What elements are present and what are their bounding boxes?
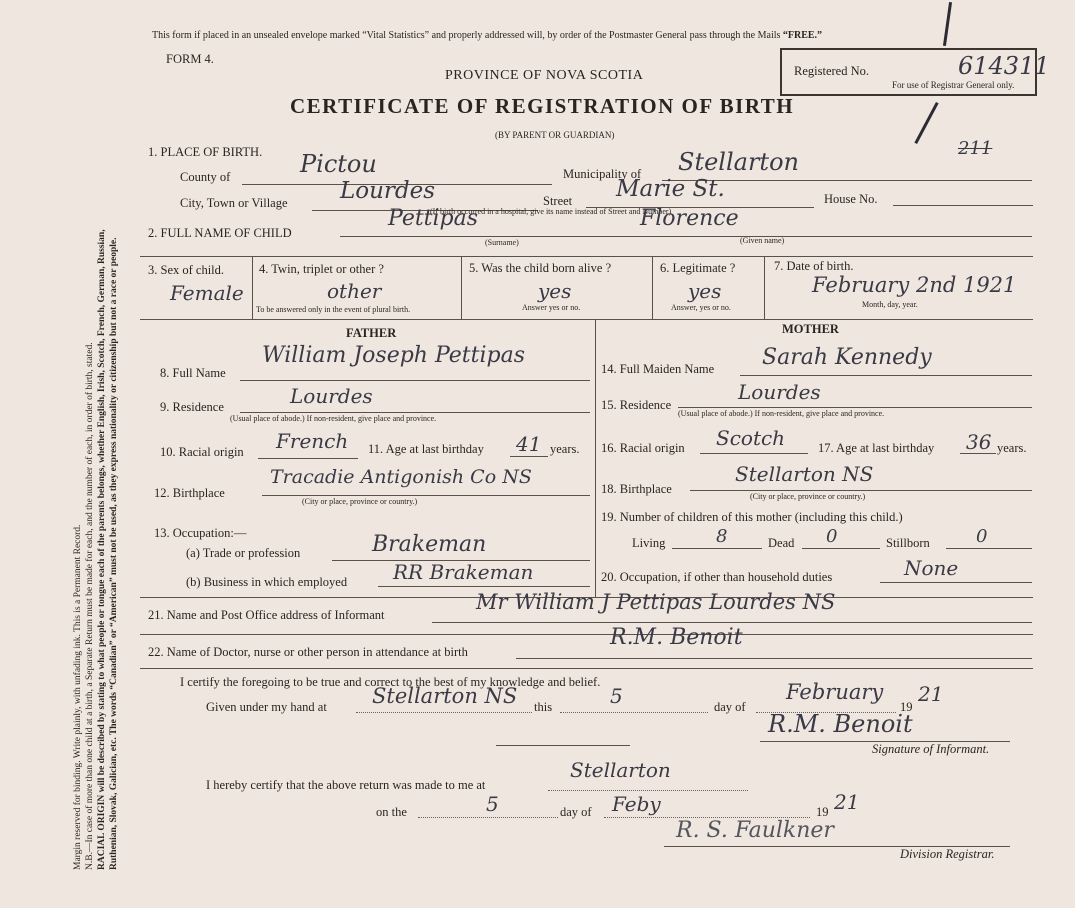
- stillborn-label: Stillborn: [886, 536, 930, 550]
- sex-value: Female: [170, 281, 244, 305]
- county-value: Pictou: [300, 150, 377, 178]
- informant-signature-label: Signature of Informant.: [872, 742, 990, 756]
- municipality-label: Municipality of: [563, 167, 642, 181]
- alive-label: 5. Was the child born alive ?: [469, 261, 612, 275]
- certificate-subtitle: (BY PARENT OR GUARDIAN): [495, 130, 615, 140]
- mother-age-years: years.: [997, 441, 1027, 455]
- given-year-prefix: 19: [900, 700, 913, 714]
- registered-number: 614311: [958, 52, 1050, 80]
- registrar-day: 5: [486, 792, 499, 816]
- side-line-4: Ruthenian, Slovak, Galician, etc. The words “Canadian” or “American” must not be used, as they express nationality or citizenship but not a race or people.: [109, 237, 119, 870]
- father-occupation-label: 13. Occupation:—: [154, 526, 247, 540]
- mother-occupation: None: [904, 556, 959, 580]
- living-label: Living: [632, 536, 666, 550]
- mother-name: Sarah Kennedy: [762, 345, 932, 370]
- dead-count: 0: [826, 526, 838, 547]
- father-heading: FATHER: [346, 326, 397, 340]
- mother-birthplace: Stellarton NS: [735, 462, 874, 486]
- given-year: 21: [918, 682, 944, 706]
- registered-number-box: [780, 48, 1050, 96]
- doctor-label: 22. Name of Doctor, nurse or other person in attendance at birth: [148, 645, 468, 659]
- mother-origin-label: 16. Racial origin: [601, 441, 685, 455]
- street-value: Marie St.: [616, 176, 725, 202]
- given-under-label: Given under my hand at: [206, 700, 327, 714]
- registrar-on-label: on the: [376, 805, 407, 819]
- side-line-2: N.B.—In case of more than one child at a birth, a Separate Return must be made for each, and the number of each, in order of birth, stated.: [85, 342, 95, 870]
- given-day-of-label: day of: [714, 700, 746, 714]
- father-business: RR Brakeman: [393, 560, 534, 584]
- certificate-title: CERTIFICATE OF REGISTRATION OF BIRTH: [290, 94, 795, 118]
- registrar-signature: R. S. Faulkner: [676, 818, 834, 843]
- mother-age: 36: [966, 430, 992, 454]
- father-residence: Lourdes: [290, 384, 373, 408]
- dead-label: Dead: [768, 536, 795, 550]
- stamp-number: 211: [958, 138, 993, 159]
- registrar-year-prefix: 19: [816, 805, 829, 819]
- registrar-signature-label: Division Registrar.: [900, 847, 995, 861]
- mother-name-label: 14. Full Maiden Name: [601, 362, 715, 376]
- informant-value: Mr William J Pettipas Lourdes NS: [476, 590, 836, 614]
- legitimate-label: 6. Legitimate ?: [660, 261, 736, 275]
- registrar-statement: I hereby certify that the above return was made to me at: [206, 778, 486, 792]
- business-label: (b) Business in which employed: [186, 575, 348, 589]
- father-birthplace-label: 12. Birthplace: [154, 486, 225, 500]
- mother-birthplace-note: (City or place, province or country.): [750, 492, 866, 501]
- stillborn-count: 0: [976, 526, 988, 547]
- mother-residence: Lourdes: [738, 380, 821, 404]
- side-line-1: Margin reserved for binding. Write plainly, with unfading ink. This is a Permanent Record.: [73, 524, 83, 870]
- child-name-label: 2. FULL NAME OF CHILD: [148, 226, 292, 240]
- registrar-place: Stellarton: [570, 758, 671, 782]
- side-instructions: [72, 150, 119, 870]
- father-age-label: 11. Age at last birthday: [368, 442, 484, 456]
- street-label: Street: [543, 194, 573, 208]
- given-place: Stellarton NS: [372, 684, 518, 708]
- father-birthplace: Tracadie Antigonish Co NS: [270, 466, 532, 488]
- father-age-years: years.: [550, 442, 580, 456]
- mail-notice: This form if placed in an unsealed envelope marked “Vital Statistics” and properly addressed will, by order of the Postmaster General pass through the Mails “FREE.”: [152, 30, 823, 41]
- informant-label: 21. Name and Post Office address of Informant: [148, 608, 385, 622]
- twin-label: 4. Twin, triplet or other ?: [259, 262, 384, 276]
- trade-label: (a) Trade or profession: [186, 546, 301, 560]
- certify-statement: I certify the foregoing to be true and correct to the best of my knowledge and belief.: [180, 675, 601, 689]
- municipality-value: Stellarton: [678, 148, 799, 176]
- twin-note: To be answered only in the event of plural birth.: [256, 305, 411, 314]
- date-of-birth: February 2nd 1921: [812, 273, 1017, 297]
- house-no-label: House No.: [824, 192, 878, 206]
- alive-value: yes: [538, 279, 572, 303]
- children-count-label: 19. Number of children of this mother (including this child.): [601, 510, 903, 524]
- hospital-note: (If birth occurred in a hospital, give its name instead of Street and Number): [430, 207, 672, 216]
- informant-signature: R.M. Benoit: [768, 710, 913, 738]
- mother-origin: Scotch: [716, 426, 786, 450]
- father-birthplace-note: (City or place, province or country.): [302, 497, 418, 506]
- given-name-note: (Given name): [740, 236, 785, 245]
- father-residence-note: (Usual place of abode.) If non-resident, give place and province.: [230, 414, 437, 423]
- doctor-value: R.M. Benoit: [610, 625, 743, 650]
- mother-age-label: 17. Age at last birthday: [818, 441, 935, 455]
- given-day: 5: [610, 684, 623, 708]
- mother-birthplace-label: 18. Birthplace: [601, 482, 672, 496]
- province-title: PROVINCE OF NOVA SCOTIA: [445, 68, 644, 83]
- living-count: 8: [716, 526, 728, 547]
- given-month: February: [786, 680, 884, 704]
- alive-note: Answer yes or no.: [522, 303, 581, 312]
- mother-heading: MOTHER: [782, 322, 839, 336]
- surname-note: (Surname): [485, 238, 519, 247]
- mother-occupation-label: 20. Occupation, if other than household duties: [601, 570, 833, 584]
- registrar-general-note: For use of Registrar General only.: [892, 80, 1015, 90]
- registered-label: Registered No.: [794, 64, 869, 78]
- this-label: this: [534, 700, 553, 714]
- city-value: Lourdes: [340, 178, 436, 204]
- mother-residence-label: 15. Residence: [601, 398, 672, 412]
- legitimate-value: yes: [688, 279, 722, 303]
- registrar-month: Feby: [612, 792, 661, 816]
- place-of-birth-label: 1. PLACE OF BIRTH.: [148, 145, 263, 159]
- date-note: Month, day, year.: [862, 300, 918, 309]
- father-name: William Joseph Pettipas: [262, 343, 526, 368]
- father-name-label: 8. Full Name: [160, 366, 226, 380]
- child-given-name: Florence: [640, 206, 739, 231]
- city-label: City, Town or Village: [180, 196, 288, 210]
- father-origin: French: [276, 429, 349, 453]
- father-origin-label: 10. Racial origin: [160, 445, 244, 459]
- county-label: County of: [180, 170, 231, 184]
- registrar-year: 21: [834, 790, 860, 814]
- form-number: FORM 4.: [166, 52, 214, 66]
- side-line-3: RACIAL ORIGIN will be described by stating to what people or tongue each of the parents belongs, whether English, Irish, Scotch, French, German, Russian,: [97, 229, 107, 870]
- father-residence-label: 9. Residence: [160, 400, 224, 414]
- pen-mark: [943, 2, 952, 46]
- date-label: 7. Date of birth.: [774, 259, 854, 273]
- legitimate-note: Answer, yes or no.: [671, 303, 731, 312]
- father-age: 41: [516, 432, 542, 456]
- mother-residence-note: (Usual place of abode.) If non-resident, give place and province.: [678, 409, 885, 418]
- sex-label: 3. Sex of child.: [148, 263, 225, 277]
- pen-mark-check: [914, 102, 938, 144]
- father-trade: Brakeman: [372, 532, 487, 557]
- child-surname: Pettipas: [388, 206, 479, 231]
- registrar-day-of-label: day of: [560, 805, 592, 819]
- twin-value: other: [327, 279, 382, 303]
